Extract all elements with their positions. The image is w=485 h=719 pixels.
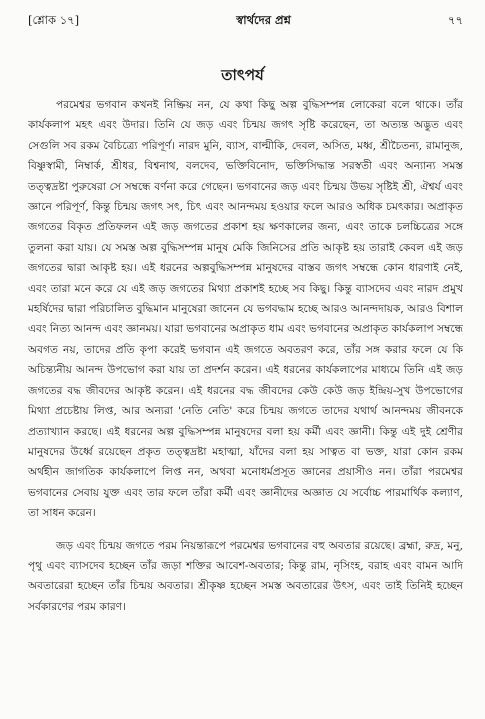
verse-reference: [শ্লোক ১৭] (28, 13, 80, 27)
paragraph-1: পরমেশ্বর ভগবান কখনই নিষ্ক্রিয় নন, যে কথা কিছু অল্প বুদ্ধিসম্পন্ন লোকেরা বলে থাকে। তাঁর কার্যকলাপ মহৎ এবং উদার। তিনি যে জড় এবং চিন্ময় জগৎ সৃষ্টি করেছেন, তা অত্যন্ত অদ্ভুত এবং সেগুলি সব রকম বৈচিত্র্যে পরিপূর্ণ। নারদ মুনি, ব্যাস, বাল্মীকি, দেবল, অসিত, মধ্ব, শ্রীচৈতন্য, রামানুজ, বিষ্ণুস্বামী, নিম্বার্ক, শ্রীধর, বিশ্বনাথ, বলদেব, ভক্তিবিনোদ, ভক্তিসিদ্ধান্ত সরস্বতী এবং অন্যান্য সমস্ত তত্ত্বদ্রষ্টা পুরুষেরা সে সম্বন্ধে বর্ণনা করে গেছেন। ভগবানের জড় এবং চিন্ময় উভয় সৃষ্টিই শ্রী, ঐশ্বর্য এবং জ্ঞানে পরিপূর্ণ, কিন্তু চিন্ময় জগৎ সৎ, চিৎ এবং আনন্দময় হওয়ার ফলে আরও অধিক চমৎকার। অপ্রাকৃত জগতের বিকৃত প্রতিফলন এই জড় জগতের প্রকাশ হয় ক্ষণকালের জন্য, এবং তাকে চলচ্চিত্রের সঙ্গে তুলনা করা যায়। যে সমস্ত অল্প বুদ্ধিসম্পন্ন মানুষ মেকি জিনিসের প্রতি আকৃষ্ট হয় তারাই কেবল এই জড় জগতের দ্বারা আকৃষ্ট হয়। এই ধরনের অল্পবুদ্ধিসম্পন্ন মানুষদের বাস্তব জগৎ সম্বন্ধে কোন ধারণাই নেই, এবং তারা মনে করে যে এই জড় জগতের মিথ্যা প্রকাশই হচ্ছে সব কিছু। কিন্তু ব্যাসদেব এবং নারদ প্রমুখ মহর্ষিদের দ্বারা পরিচালিত বুদ্ধিমান মানুষেরা জানেন যে ভগবদ্ধাম হচ্ছে আরও আনন্দদায়ক, আরও বিশাল এবং নিত্য আনন্দ এবং জ্ঞানময়। যারা ভগবানের অপ্রাকৃত ধাম এবং ভগবানের অপ্রাকৃত কার্যকলাপ সম্বন্ধে অবগত নয়, তাদের প্রতি কৃপা করেই ভগবান এই জগতে অবতরণ করে, তাঁর সঙ্গ করার ফলে যে কি অচিন্ত্যনীয় আনন্দ উপভোগ করা যায় তা প্রদর্শন করেন। এই ধরনের কার্যকলাপের মাধ্যমে তিনি এই জড় জগতের বদ্ধ জীবদের আকৃষ্ট করেন। এই ধরনের বদ্ধ জীবদের কেউ কেউ জড় ইন্দ্রিয়-সুখ উপভোগের মিথ্যা প্রচেষ্টায় লিপ্ত, আর অন্যরা 'নেতি নেতি' করে চিন্ময় জগতে তাদের যথার্থ আনন্দময় জীবনকে প্রত্যাখ্যান করছে। এই ধরনের অল্প বুদ্ধিসম্পন্ন মানুষদের বলা হয় কর্মী এবং জ্ঞানী। কিন্তু এই দুই শ্রেণীর মানুষদের উর্ধ্বে রয়েছেন প্রকৃত তত্ত্বদ্রষ্টা মহাত্মা, যাঁদের বলা হয় সাত্বত বা ভক্ত, যারা কোন রকম অর্থহীন জাগতিক কার্যকলাপে লিপ্ত নন, অথবা মনোধর্মপ্রসূত জ্ঞানের প্রয়াসীও নন। তাঁরা পরমেশ্বর ভগবানের সেবায় যুক্ত এবং তার ফলে তাঁরা কর্মী এবং জ্ঞানীদের অজ্ঞাত যে সর্বোচ্চ পারমার্থিক কল্যাণ, তা সাধন করেন। (28, 99, 463, 520)
running-header (28, 12, 463, 31)
purport-text (28, 95, 463, 617)
page-number: ৭৭ (448, 13, 463, 27)
section-title: তাৎপর্য (221, 66, 264, 84)
chapter-title: স্বার্থদের প্রশ্ন (236, 13, 291, 27)
paragraph-2: জড় এবং চিন্ময় জগতে পরম নিয়ন্তারূপে পরমেশ্বর ভগবানের বহু অবতার রয়েছে। ব্রহ্মা, রুদ্র, মনু, পৃথু এবং ব্যাসদেব হচ্ছেন তাঁর জড়া শক্তির আবেশ-অবতার; কিন্তু রাম, নৃসিংহ, বরাহ এবং বামন আদি অবতারেরা হচ্ছেন তাঁর চিন্ময় অবতার। শ্রীকৃষ্ণ হচ্ছেন সমস্ত অবতারের উৎস, এবং তাই তিনিই হচ্ছেন সর্বকারণের পরম কারণ। (28, 539, 463, 613)
